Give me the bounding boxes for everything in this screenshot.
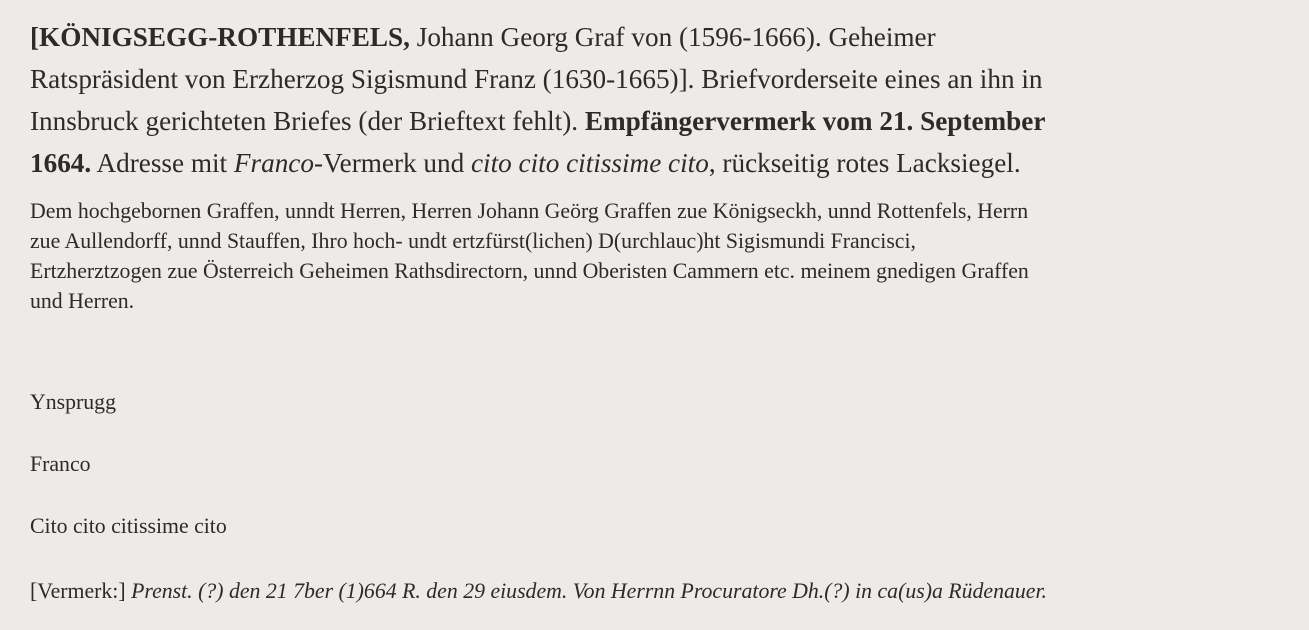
heading-name-bold: [KÖNIGSEGG-ROTHENFELS, (30, 22, 410, 52)
vermerk-label: [Vermerk:] (30, 579, 126, 603)
address-line-3: Ertzherztzogen zue Österreich Geheimen Rathsdirectorn, unnd Oberisten Cammern etc. meinem gnedigen Graffen (30, 259, 1029, 283)
vermerk-note (30, 576, 1047, 606)
heading-cito-italic: cito cito citissime cito (470, 148, 709, 178)
heading-line-3 (30, 100, 1270, 142)
heading-line-4 (30, 142, 1270, 184)
heading-line-1 (30, 16, 1270, 58)
heading-line-1-text: Johann Georg Graf von (1596-1666). Geheimer (409, 22, 936, 52)
vermerk-italic-text: Prenst. (?) den 21 7ber (1)664 R. den 29 eiusdem. Von Herrnn Procuratore Dh.(?) in ca(us)a Rüdenauer. (131, 579, 1047, 603)
heading-line-4-text-c: , rückseitig rotes Lacksiegel. (708, 148, 1021, 178)
place-ynsprugg: Ynsprugg (30, 390, 116, 414)
heading-franco-italic: Franco (233, 148, 314, 178)
heading-line-4-text-a: Adresse mit (91, 148, 234, 178)
heading-line-4-text-b: -Vermerk und (313, 148, 471, 178)
heading-line-2: Ratspräsident von Erzherzog Sigismund Franz (1630-1665)]. Briefvorderseite eines an ihn in (30, 64, 1043, 94)
heading-line-3-text: Innsbruck gerichteten Briefes (der Brieftext fehlt). (30, 106, 585, 136)
catalog-heading (30, 16, 1270, 184)
address-line-4: und Herren. (30, 289, 135, 313)
franco-note: Franco (30, 452, 91, 476)
address-transcription (30, 196, 1305, 316)
heading-year-bold: 1664. (30, 148, 92, 178)
cito-note: Cito cito citissime cito (30, 514, 227, 538)
address-line-1: Dem hochgebornen Graffen, unndt Herren, Herren Johann Geörg Graffen zue Königseckh, unnd Rottenfels, Herrn (30, 199, 1029, 223)
address-line-2: zue Aullendorff, unnd Stauffen, Ihro hoch- undt ertzfürst(lichen) D(urchlauc)ht Sigismundi Francisci, (30, 229, 916, 253)
heading-date-bold: Empfängervermerk vom 21. September (584, 106, 1046, 136)
